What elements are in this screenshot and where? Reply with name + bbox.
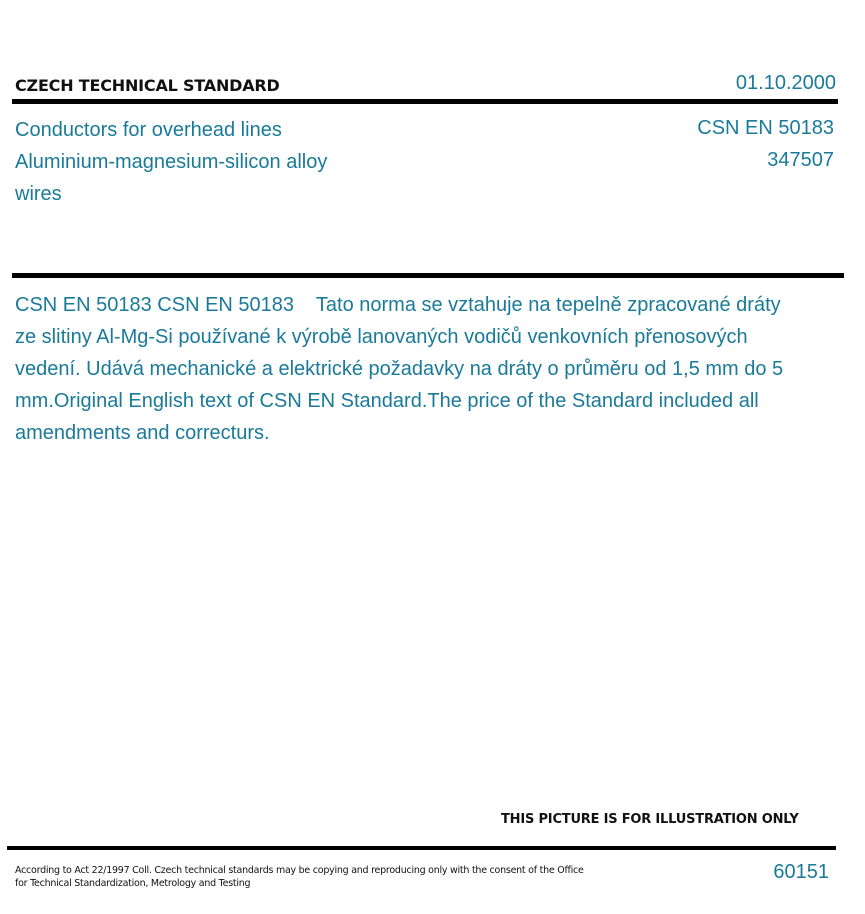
footer-divider [7,846,836,850]
standard-title: Conductors for overhead lines Aluminium-magnesium-silicon alloy wires [15,119,328,205]
standard-number: CSN EN 50183 [697,117,834,139]
title-divider [12,273,844,278]
document-type-label: CZECH TECHNICAL STANDARD [15,76,280,95]
document-code: 60151 [773,861,829,883]
classification-number: 347507 [767,149,834,171]
illustration-disclaimer: THIS PICTURE IS FOR ILLUSTRATION ONLY [501,812,799,827]
standard-description: CSN EN 50183 CSN EN 50183 Tato norma se vztahuje na tepelně zpracované dráty ze slitiny Al-Mg-Si používané k výrobě lanovaných vodičů venkovních přenosových vedení. Udává mechanické a elektrické požadavky na dráty o průměru od 1,5 mm do 5 mm.Original English text of CSN EN Standard.The price of the Standard included all amendments and correcturs. [15,294,789,444]
issue-date: 01.10.2000 [735,72,836,94]
legal-notice: According to Act 22/1997 Coll. Czech technical standards may be copying and reproducing only with the consent of the Office for Technical Standardization, Metrology and Testing [15,865,584,889]
header-divider [12,99,838,104]
